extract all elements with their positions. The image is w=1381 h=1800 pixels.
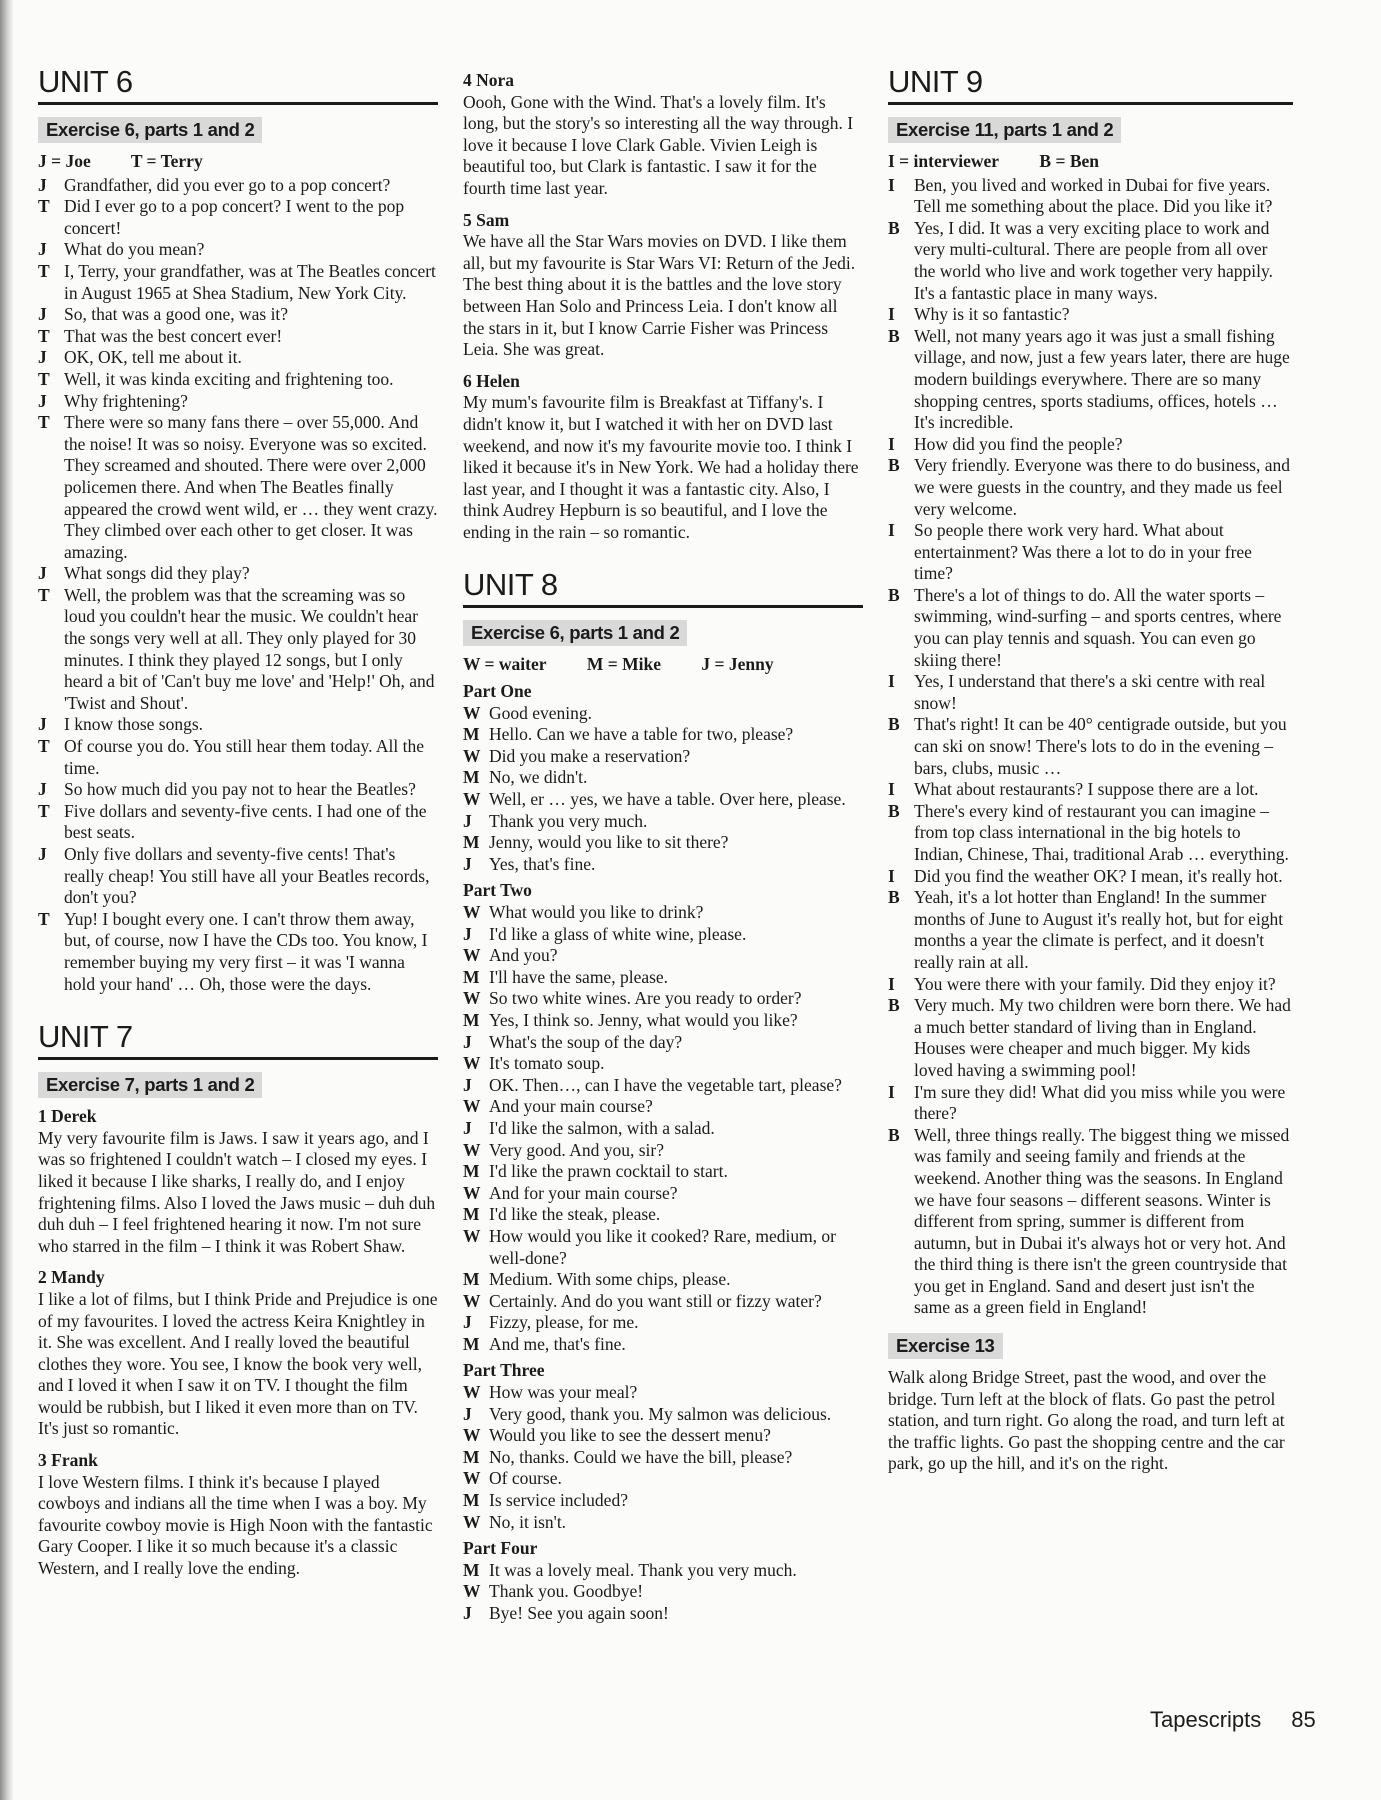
speaker-letter: W [463,702,481,723]
part-title: Part Three [463,1360,545,1381]
dialogue-line [888,714,1293,779]
dialogue-text: So how much did you pay not to hear the Beatles? [64,779,416,800]
dialogue-text: So people there work very hard. What about entertainment? Was there a lot to do in your free time? [914,520,1252,584]
speaker-letter: W [463,1511,481,1532]
dialogue-line [463,1204,863,1226]
dialogue-text: Did you make a reservation? [489,745,691,766]
speaker-key: I = interviewer [888,151,1000,171]
speaker-letter: J [38,563,47,584]
dialogue-line [463,1161,863,1183]
speaker-letter: J [463,1031,472,1052]
speaker-letter: W [463,1139,481,1160]
dialogue-line [38,844,438,909]
speaker-letter: I [888,433,895,454]
speaker-letter: T [38,368,50,389]
speaker-letter: I [888,520,895,541]
section-title: 1 Derek [38,1106,97,1127]
dialogue-text: Very much. My two children were born there. We had a much better standard of living than in England. Houses were cheaper and much bigger. My kids loved having a swimming pool! [914,995,1291,1080]
speaker-letter: M [463,1559,480,1580]
dialogue-line [463,1075,863,1097]
dialogue-text: Ben, you lived and worked in Dubai for five years. Tell me something about the place. Did you like it? [914,174,1273,217]
dialogue-text: Well, not many years ago it was just a small fishing village, and now, just a few years later, there are huge modern buildings everywhere. There are so many shopping centres, sports stadiums, offices, hotels … It's incredible. [914,325,1290,433]
dialogue-line [888,175,1293,218]
speaker-letter: W [463,945,481,966]
dialogue-line [463,1291,863,1313]
dialogue-text: Very friendly. Everyone was there to do business, and we were guests in the country, and they made us feel very welcome. [914,455,1290,519]
dialogue-text: I'd like a glass of white wine, please. [489,923,747,944]
dialogue-line [463,1226,863,1269]
dialogue-text: How did you find the people? [914,433,1123,454]
dialogue-line [463,1334,863,1356]
speaker-letter: W [463,902,481,922]
dialogue-text: I'd like the steak, please. [489,1204,661,1225]
dialogue-line [888,218,1293,304]
dialogue-line [463,1140,863,1162]
speaker-letter: I [888,174,895,195]
dialogue-text: Well, it was kinda exciting and frightening too. [64,368,394,389]
speaker-letter: J [463,810,472,831]
unit-8-dialogue [463,681,863,1625]
dialogue-line [463,1447,863,1469]
dialogue-line [888,801,1293,866]
section-title: 3 Frank [38,1450,98,1471]
speaker-letter: M [463,1490,480,1511]
dialogue-line [888,326,1293,434]
speaker-letter: W [463,1425,481,1446]
dialogue-line [463,1404,863,1426]
dialogue-text: And your main course? [489,1096,653,1117]
dialogue-line [463,1425,863,1447]
dialogue-line [463,1490,863,1512]
dialogue-text: Would you like to see the dessert menu? [489,1425,771,1446]
exercise-13-text: Walk along Bridge Street, past the wood, and over the bridge. Turn left at the block of flats. Go past the petrol station, and turn right. Go along the road, and turn left at the traffic lights. Go past the shopping centre and the car park, go up the hill, and it's on the right. [888,1367,1285,1474]
section-text: I love Western films. I think it's because I played cowboys and indians all the time when I was a boy. My favourite cowboy movie is High Noon with the fantastic Gary Cooper. I like it so much because it's a classic Western, and I really love the ending. [38,1471,433,1579]
dialogue-text: I'm sure they did! What did you miss while you were there? [914,1081,1286,1124]
dialogue-line [888,866,1293,888]
dialogue-text: Yes, I understand that there's a ski centre with real snow! [914,671,1266,713]
dialogue-text: There's a lot of things to do. All the water sports – swimming, wind-surfing – and sports centres, where you can play tennis and squash. You can even go skiing there! [914,584,1282,670]
speaker-letter: B [888,1124,900,1145]
dialogue-line [38,304,438,326]
dialogue-text: Did I ever go to a pop concert? I went to the pop concert! [64,196,405,238]
exercise-13-label: Exercise 13 [888,1333,1003,1359]
speaker-letter: I [888,779,895,800]
speaker-letter: B [888,887,900,908]
dialogue-line [888,1125,1293,1319]
dialogue-text: Very good, thank you. My salmon was delicious. [489,1403,832,1424]
unit-7-sections [38,1106,438,1579]
speaker-letter: M [463,724,480,745]
dialogue-line [463,1183,863,1205]
dialogue-line [463,1560,863,1582]
page-number: 85 [1291,1707,1316,1732]
dialogue-text: OK, OK, tell me about it. [64,347,242,368]
speaker-letter: T [38,325,50,346]
dialogue-line [463,703,863,725]
dialogue-text: Good evening. [489,702,593,723]
dialogue-text: Certainly. And do you want still or fizzy water? [489,1290,822,1311]
speaker-letter: J [463,1117,472,1138]
speaker-letter: M [463,1009,480,1030]
dialogue-line [888,974,1293,996]
dialogue-text: There were so many fans there – over 55,000. And the noise! It was so noisy. Everyone was so excited. They screamed and shouted. There were over 2,000 policemen there. And when The Beatles finally appeared the crowd went wild, er … they went crazy. They climbed over each other to get closer. It was amazing. [64,412,438,562]
dialogue-text: What would you like to drink? [489,902,704,922]
dialogue-line [38,714,438,736]
dialogue-line [888,455,1293,520]
speaker-letter: W [463,1468,481,1489]
dialogue-line [888,671,1293,714]
unit-6-legend [38,151,438,173]
dialogue-line [38,369,438,391]
dialogue-line [463,724,863,746]
speaker-letter: T [38,584,50,605]
speaker-letter: B [888,584,900,605]
unit-6-heading: UNIT 6 [38,62,438,105]
dialogue-text: Why is it so fantastic? [914,304,1070,325]
dialogue-line [463,746,863,768]
speaker-letter: J [38,844,47,864]
page-binding-shadow [0,0,14,1800]
speaker-letter: J [38,304,47,325]
speaker-key: B = Ben [1039,151,1099,171]
dialogue-text: What songs did they play? [64,563,250,584]
dialogue-line [463,1010,863,1032]
speaker-letter: T [38,196,50,217]
dialogue-line [38,391,438,413]
section-text: My mum's favourite film is Breakfast at Tiffany's. I didn't know it, but I watched it with her on DVD last weekend, and now it's my favourite movie too. I think I liked it because it's in New York. We had a holiday there last year, and I thought it was a fantastic city. Also, I think Audrey Hepburn is so beautiful, and I love the ending in the rain – so romantic. [463,392,859,542]
speaker-letter: I [888,304,895,325]
speaker-letter: W [463,1182,481,1203]
speaker-letter: I [888,1081,895,1102]
speaker-letter: J [463,923,472,944]
speaker-letter: B [888,995,900,1016]
dialogue-line [463,854,863,876]
speaker-letter: T [38,908,50,929]
speaker-letter: W [463,1290,481,1311]
section-text: Oooh, Gone with the Wind. That's a lovely film. It's long, but the story's so interesting all the way through. I love it because I love Clark Gable. Vivien Leigh is beautiful too, but Clark is fantastic. I saw it for the fourth time last year. [463,91,854,198]
unit-9-dialogue [888,175,1293,1319]
speaker-letter: J [463,1603,472,1623]
unit-7-heading: UNIT 7 [38,1017,438,1060]
part-title: Part One [463,681,532,702]
dialogue-line [38,585,438,715]
dialogue-text: Yeah, it's a lot hotter than England! In the summer months of June to August it's really hot, but for eight months a year the climate is perfect, and it doesn't really rain at all. [914,887,1284,972]
column-left [38,62,438,1580]
section-title: 5 Sam [463,209,510,230]
unit-6-exercise-label: Exercise 6, parts 1 and 2 [38,117,262,143]
dialogue-text: Medium. With some chips, please. [489,1269,731,1290]
speaker-letter: J [38,779,47,800]
dialogue-line [38,563,438,585]
speaker-key: M = Mike [586,654,662,675]
speaker-letter: T [38,412,50,433]
dialogue-text: No, it isn't. [489,1511,567,1532]
part-title: Part Four [463,1538,538,1559]
speaker-letter: I [888,973,895,994]
speaker-letter: J [463,1074,472,1095]
dialogue-line [463,1096,863,1118]
dialogue-line [888,585,1293,671]
speaker-letter: B [888,217,900,238]
unit-7-sections-continued [463,70,863,543]
speaker-letter: T [38,800,50,821]
dialogue-text: Is service included? [489,1490,628,1511]
part-title: Part Two [463,880,532,901]
dialogue-text: Yes, that's fine. [489,853,596,874]
column-right [888,62,1293,1475]
dialogue-text: I'd like the prawn cocktail to start. [489,1161,728,1182]
dialogue-text: Did you find the weather OK? I mean, it's really hot. [914,865,1283,886]
dialogue-line [463,1053,863,1075]
speaker-letter: M [463,832,480,853]
dialogue-line [38,239,438,261]
dialogue-text: Only five dollars and seventy-five cents! That's really cheap! You still have all your Beatles records, don't you? [64,844,430,908]
dialogue-text: Well, the problem was that the screaming was so loud you couldn't hear the music. We couldn't hear the songs very well at all. They only played for 30 minutes. I think they played 12 songs, but I only heard a bit of 'Can't buy me love' and 'Help!' Oh, and 'Twist and Shout'. [64,584,435,713]
dialogue-line [38,909,438,995]
section-text: I like a lot of films, but I think Pride and Prejudice is one of my favourites. I loved the actress Keira Knightley in it. She was excellent. And I really loved the beautiful clothes they wore. You see, I know the book very well, and I loved it when I saw it on TV. I thought the film would be rubbish, but I liked it even more than on TV. It's just so romantic. [38,1288,438,1439]
column-middle [463,70,863,1625]
unit-8-legend [463,654,863,676]
unit-8-exercise-label: Exercise 6, parts 1 and 2 [463,620,687,646]
speaker-letter: M [463,1269,480,1290]
section-title: 4 Nora [463,70,515,90]
footer-label: Tapescripts [1150,1707,1262,1732]
speaker-letter: J [38,714,47,735]
dialogue-text: Grandfather, did you ever go to a pop concert? [64,174,391,195]
dialogue-text: How would you like it cooked? Rare, medium, or well-done? [489,1225,837,1268]
speaker-letter: J [463,1312,472,1333]
dialogue-text: You were there with your family. Did they enjoy it? [914,973,1276,994]
speaker-letter: W [463,1225,481,1246]
dialogue-text: OK. Then…, can I have the vegetable tart, please? [489,1074,842,1095]
section-text: My very favourite film is Jaws. I saw it years ago, and I was so frightened I couldn't watch – I closed my eyes. I liked it because I like sharks, I really do, and I enjoy frightening films. Also I loved the Jaws music – duh duh duh duh – I feel frightened hearing it now. I'm not sure who starred in the film – I think it was Robert Shaw. [38,1127,436,1256]
dialogue-text: I know those songs. [64,714,204,735]
dialogue-text: And you? [489,945,558,966]
dialogue-line [463,902,863,924]
dialogue-text: Thank you very much. [489,810,648,831]
speaker-key: J = Joe [38,151,91,171]
page-footer [1150,1707,1316,1733]
speaker-letter: J [38,174,47,195]
dialogue-line [38,261,438,304]
speaker-letter: J [38,239,47,260]
dialogue-line [463,789,863,811]
dialogue-text: Jenny, would you like to sit there? [489,832,729,853]
speaker-letter: J [463,853,472,874]
dialogue-text: That was the best concert ever! [64,325,283,346]
speaker-key: J = Jenny [701,654,774,675]
unit-6-dialogue [38,175,438,996]
speaker-letter: W [463,1581,481,1602]
dialogue-line [38,412,438,563]
dialogue-line [463,1512,863,1534]
dialogue-line [888,887,1293,973]
dialogue-text: Hello. Can we have a table for two, please? [489,724,794,745]
speaker-letter: B [888,714,900,735]
dialogue-line [463,988,863,1010]
dialogue-line [463,1312,863,1334]
speaker-letter: M [463,1333,480,1354]
speaker-letter: W [463,1382,481,1403]
speaker-key: W = waiter [463,654,547,675]
dialogue-text: And for your main course? [489,1182,678,1203]
dialogue-line [463,924,863,946]
speaker-letter: J [38,390,47,411]
speaker-letter: M [463,1161,480,1182]
dialogue-line [38,175,438,197]
dialogue-text: Yup! I bought every one. I can't throw them away, but, of course, now I have the CDs too. You know, I remember buying my very first – it was 'I wanna hold your hand' … Oh, those were the days. [64,908,428,994]
dialogue-line [463,832,863,854]
speaker-letter: M [463,1204,480,1225]
dialogue-text: I'll have the same, please. [489,966,669,987]
speaker-key: T = Terry [130,151,203,171]
dialogue-text: Why frightening? [64,390,188,411]
dialogue-line [888,520,1293,585]
speaker-letter: W [463,745,481,766]
dialogue-text: Thank you. Goodbye! [489,1581,644,1602]
dialogue-text: Well, three things really. The biggest thing we missed was family and seeing family and friends at the weekend. Another thing was the seasons. In England we have four seasons – different seasons. Winter is different from spring, summer is different from autumn, but in Dubai it's always hot or very hot. And the third thing is there isn't the green countryside that you get in England. Sand and desert just isn't the same as a green field in England! [914,1124,1290,1318]
speaker-letter: W [463,789,481,810]
dialogue-text: I'd like the salmon, with a salad. [489,1117,715,1138]
speaker-letter: M [463,966,480,987]
dialogue-line [463,1581,863,1603]
dialogue-text: Yes, I did. It was a very exciting place to work and very multi-cultural. There are people from all over the world who live and work together very happily. It's a fantastic place in many ways. [914,217,1273,303]
dialogue-line [463,1603,863,1625]
dialogue-text: How was your meal? [489,1382,638,1403]
dialogue-text: It was a lovely meal. Thank you very much. [489,1559,797,1580]
dialogue-line [463,1032,863,1054]
speaker-letter: T [38,736,50,757]
dialogue-text: No, we didn't. [489,767,588,788]
speaker-letter: J [38,347,47,368]
unit-9-exercise-label: Exercise 11, parts 1 and 2 [888,117,1121,143]
dialogue-text: There's every kind of restaurant you can imagine – from top class international in the big hotels to Indian, Chinese, Thai, traditional Arab … everything. [914,800,1289,864]
speaker-letter: W [463,988,481,1009]
dialogue-text: So two white wines. Are you ready to order? [489,988,802,1009]
dialogue-line [463,1269,863,1291]
dialogue-line [463,1468,863,1490]
speaker-letter: T [38,260,50,281]
unit-8-heading: UNIT 8 [463,565,863,608]
dialogue-text: Of course you do. You still hear them today. All the time. [64,736,425,778]
dialogue-text: Very good. And you, sir? [489,1139,664,1160]
dialogue-text: It's tomato soup. [489,1053,605,1074]
dialogue-line [888,995,1293,1081]
speaker-letter: I [888,865,895,886]
dialogue-line [38,801,438,844]
speaker-letter: B [888,325,900,346]
dialogue-text: Of course. [489,1468,562,1489]
dialogue-line [888,304,1293,326]
speaker-letter: M [463,1446,480,1467]
dialogue-line [38,779,438,801]
dialogue-line [463,1118,863,1140]
unit-9-legend [888,151,1293,173]
dialogue-text: I, Terry, your grandfather, was at The Beatles concert in August 1965 at Shea Stadium, New York City. [64,260,436,303]
dialogue-text: What about restaurants? I suppose there are a lot. [914,779,1259,800]
section-title: 2 Mandy [38,1267,105,1288]
dialogue-text: Yes, I think so. Jenny, what would you like? [489,1009,798,1030]
dialogue-line [463,811,863,833]
dialogue-line [38,736,438,779]
speaker-letter: W [463,1053,481,1074]
dialogue-text: Five dollars and seventy-five cents. I had one of the best seats. [64,800,427,843]
dialogue-line [463,767,863,789]
dialogue-text: That's right! It can be 40° centigrade outside, but you can ski on snow! There's lots to do in the evening – bars, clubs, music … [914,714,1287,778]
dialogue-line [38,326,438,348]
dialogue-line [463,945,863,967]
dialogue-line [38,196,438,239]
dialogue-text: And me, that's fine. [489,1333,626,1354]
dialogue-text: What do you mean? [64,239,205,260]
dialogue-text: So, that was a good one, was it? [64,304,289,325]
dialogue-text: Well, er … yes, we have a table. Over here, please. [489,789,846,810]
section-text: We have all the Star Wars movies on DVD. I like them all, but my favourite is Star Wars VI: Return of the Jedi. The best thing about it is the battles and the love story between Han Solo and Princess Leia. I don't know all the stars in it, but I know Carrie Fisher was Princess Leia. She was great. [463,231,856,360]
dialogue-line [888,779,1293,801]
dialogue-line [38,347,438,369]
speaker-letter: M [463,767,480,788]
section-title: 6 Helen [463,370,520,391]
dialogue-line [888,434,1293,456]
dialogue-line [463,967,863,989]
dialogue-line [888,1082,1293,1125]
dialogue-text: Fizzy, please, for me. [489,1312,639,1333]
speaker-letter: B [888,455,900,476]
unit-9-heading: UNIT 9 [888,62,1293,105]
speaker-letter: W [463,1096,481,1117]
dialogue-text: What's the soup of the day? [489,1031,683,1052]
speaker-letter: J [463,1403,472,1424]
speaker-letter: I [888,671,895,692]
dialogue-line [463,1382,863,1404]
dialogue-text: No, thanks. Could we have the bill, please? [489,1446,793,1467]
dialogue-text: Bye! See you again soon! [489,1603,669,1623]
unit-7-exercise-label: Exercise 7, parts 1 and 2 [38,1072,262,1098]
speaker-letter: B [888,800,900,821]
